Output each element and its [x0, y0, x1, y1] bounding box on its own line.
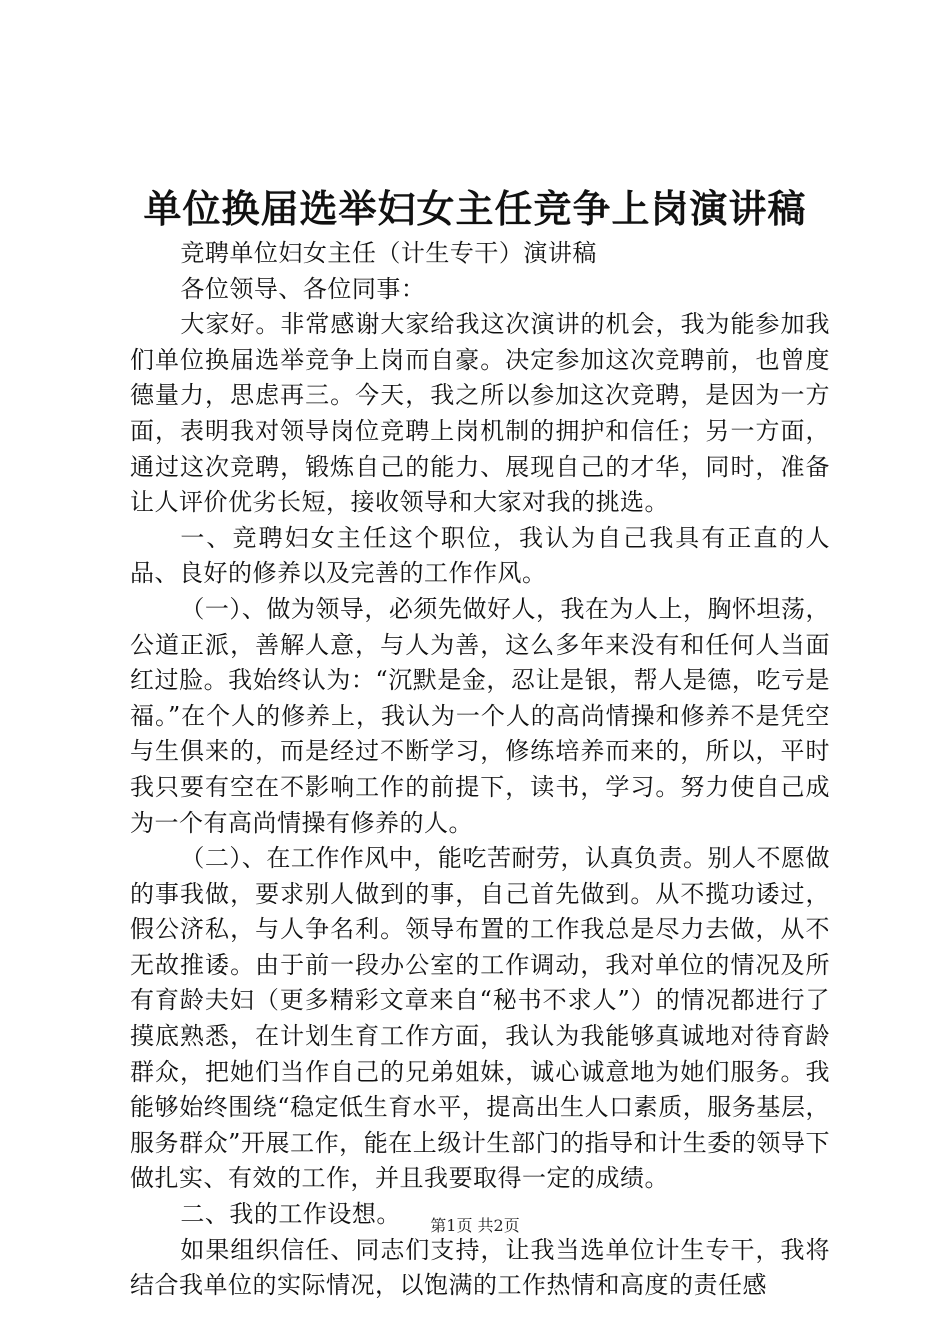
document-title: 单位换届选举妇女主任竞争上岗演讲稿: [143, 187, 807, 231]
paragraph: 大家好。非常感谢大家给我这次演讲的机会，我为能参加我们单位换届选举竞争上岗而自豪。决定参加这次竞聘前，也曾度德量力，思虑再三。今天，我之所以参加这次竞聘，是因为一方面，表明我对领导岗位竞聘上岗机制的拥护和信任；另一方面，通过这次竞聘，锻炼自己的能力、展现自己的才华，同时，准备让人评价优劣长短，接收领导和大家对我的挑选。: [130, 310, 830, 517]
paragraph: （二）、在工作作风中，能吃苦耐劳，认真负责。别人不愿做的事我做，要求别人做到的事，自己首先做到。从不揽功诿过，假公济私，与人争名利。领导布置的工作我总是尽力去做，从不无故推诿。由于前一段办公室的工作调动，我对单位的情况及所有育龄夫妇（更多精彩文章来自“秘书不求人”）的情况都进行了摸底熟悉，在计划生育工作方面，我认为我能够真诚地对待育龄群众，把她们当作自己的兄弟姐妹，诚心诚意地为她们服务。我能够始终围绕“稳定低生育水平，提高出生人口素质，服务基层，服务群众”开展工作，能在上级计生部门的指导和计生委的领导下做扎实、有效的工作，并且我要取得一定的成绩。: [130, 844, 830, 1193]
paragraph: 竞聘单位妇女主任（计生专干）演讲稿: [180, 239, 597, 267]
paragraph: 各位领导、各位同事：: [180, 274, 426, 303]
paragraph: 如果组织信任、同志们支持，让我当选单位计生专干，我将结合我单位的实际情况，以饱满的工作热情和高度的责任感: [130, 1235, 830, 1300]
paragraph: 一、竞聘妇女主任这个职位，我认为自己我具有正直的人品、良好的修养以及完善的工作作风。: [130, 523, 830, 588]
document-body: [130, 236, 830, 1304]
paragraph: 二、我的工作设想。: [180, 1200, 401, 1229]
page-number-footer: 第1页 共2页: [430, 1216, 520, 1235]
paragraph: （一）、做为领导，必须先做好人，我在为人上，胸怀坦荡，公道正派，善解人意，与人为善，这么多年来没有和任何人当面红过脸。我始终认为：“沉默是金，忍让是银，帮人是德，吃亏是福。”在个人的修养上，我认为一个人的高尚情操和修养不是凭空与生俱来的，而是经过不断学习，修练培养而来的，所以，平时我只要有空在不影响工作的前提下，读书，学习。努力使自己成为一个有高尚情操有修养的人。: [130, 594, 830, 837]
